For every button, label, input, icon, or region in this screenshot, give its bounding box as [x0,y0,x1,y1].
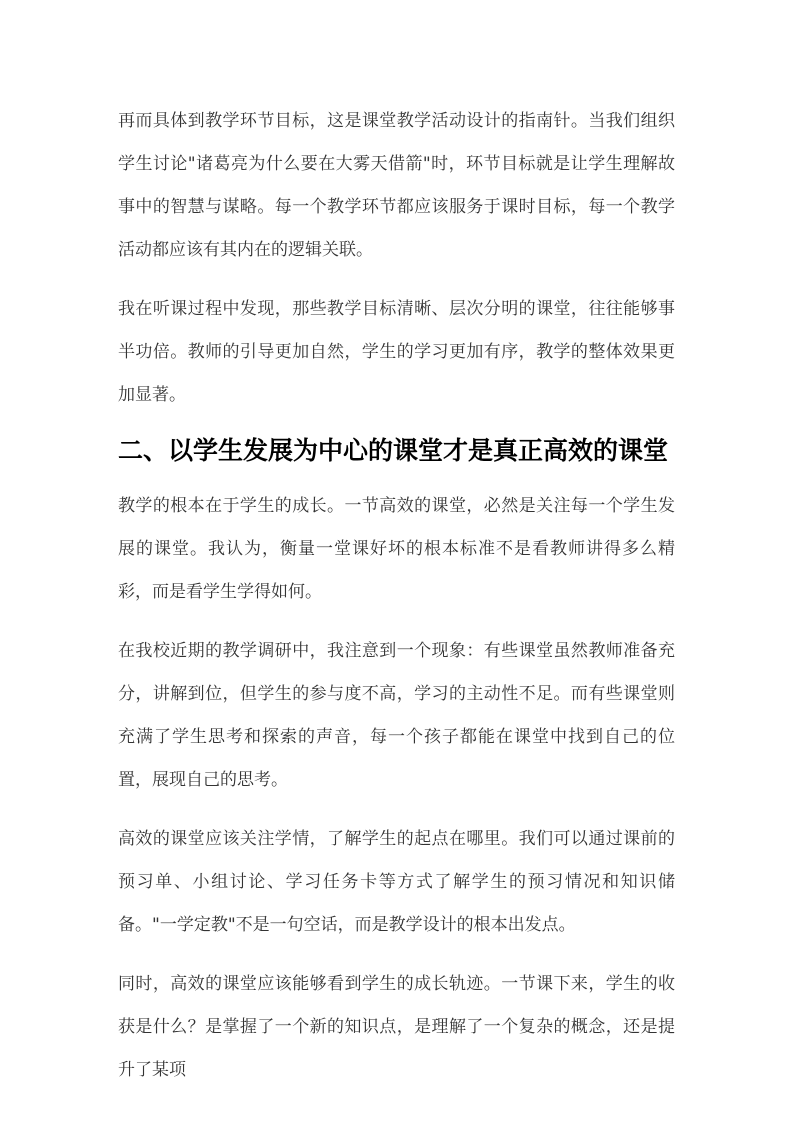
body-paragraph-3: 高效的课堂应该关注学情，了解学生的起点在哪里。我们可以通过课前的预习单、小组讨论、学习任务卡等方式了解学生的预习情况和知识储备。"一学定教"不是一句空话，而是教学设计的根本出发点。 [118,829,675,935]
body-paragraph-1: 教学的根本在于学生的成长。一节高效的课堂，必然是关注每一个学生发展的课堂。我认为，衡量一堂课好坏的根本标准不是看教师讲得多么精彩，而是看学生学得如何。 [118,496,675,602]
body-paragraph-2: 在我校近期的教学调研中，我注意到一个现象：有些课堂虽然教师准备充分，讲解到位，但学生的参与度不高，学习的主动性不足。而有些课堂则充满了学生思考和探索的声音，每一个孩子都能在课堂中找到自己的位置，展现自己的思考。 [118,641,675,790]
body-paragraph-4: 同时，高效的课堂应该能够看到学生的成长轨迹。一节课下来，学生的收获是什么？是掌握了一个新的知识点，是理解了一个复杂的概念，还是提升了某项 [118,974,675,1080]
intro-paragraph-1: 再而具体到教学环节目标，这是课堂教学活动设计的指南针。当我们组织学生讨论"诸葛亮为什么要在大雾天借箭"时，环节目标就是让学生理解故事中的智慧与谋略。每一个教学环节都应该服务于课时目标，每一个教学活动都应该有其内在的逻辑关联。 [118,111,675,260]
intro-paragraph-2: 我在听课过程中发现，那些教学目标清晰、层次分明的课堂，往往能够事半功倍。教师的引导更加自然，学生的学习更加有序，教学的整体效果更加显著。 [118,299,675,405]
section-heading: 二、以学生发展为中心的课堂才是真正高效的课堂 [118,436,669,465]
